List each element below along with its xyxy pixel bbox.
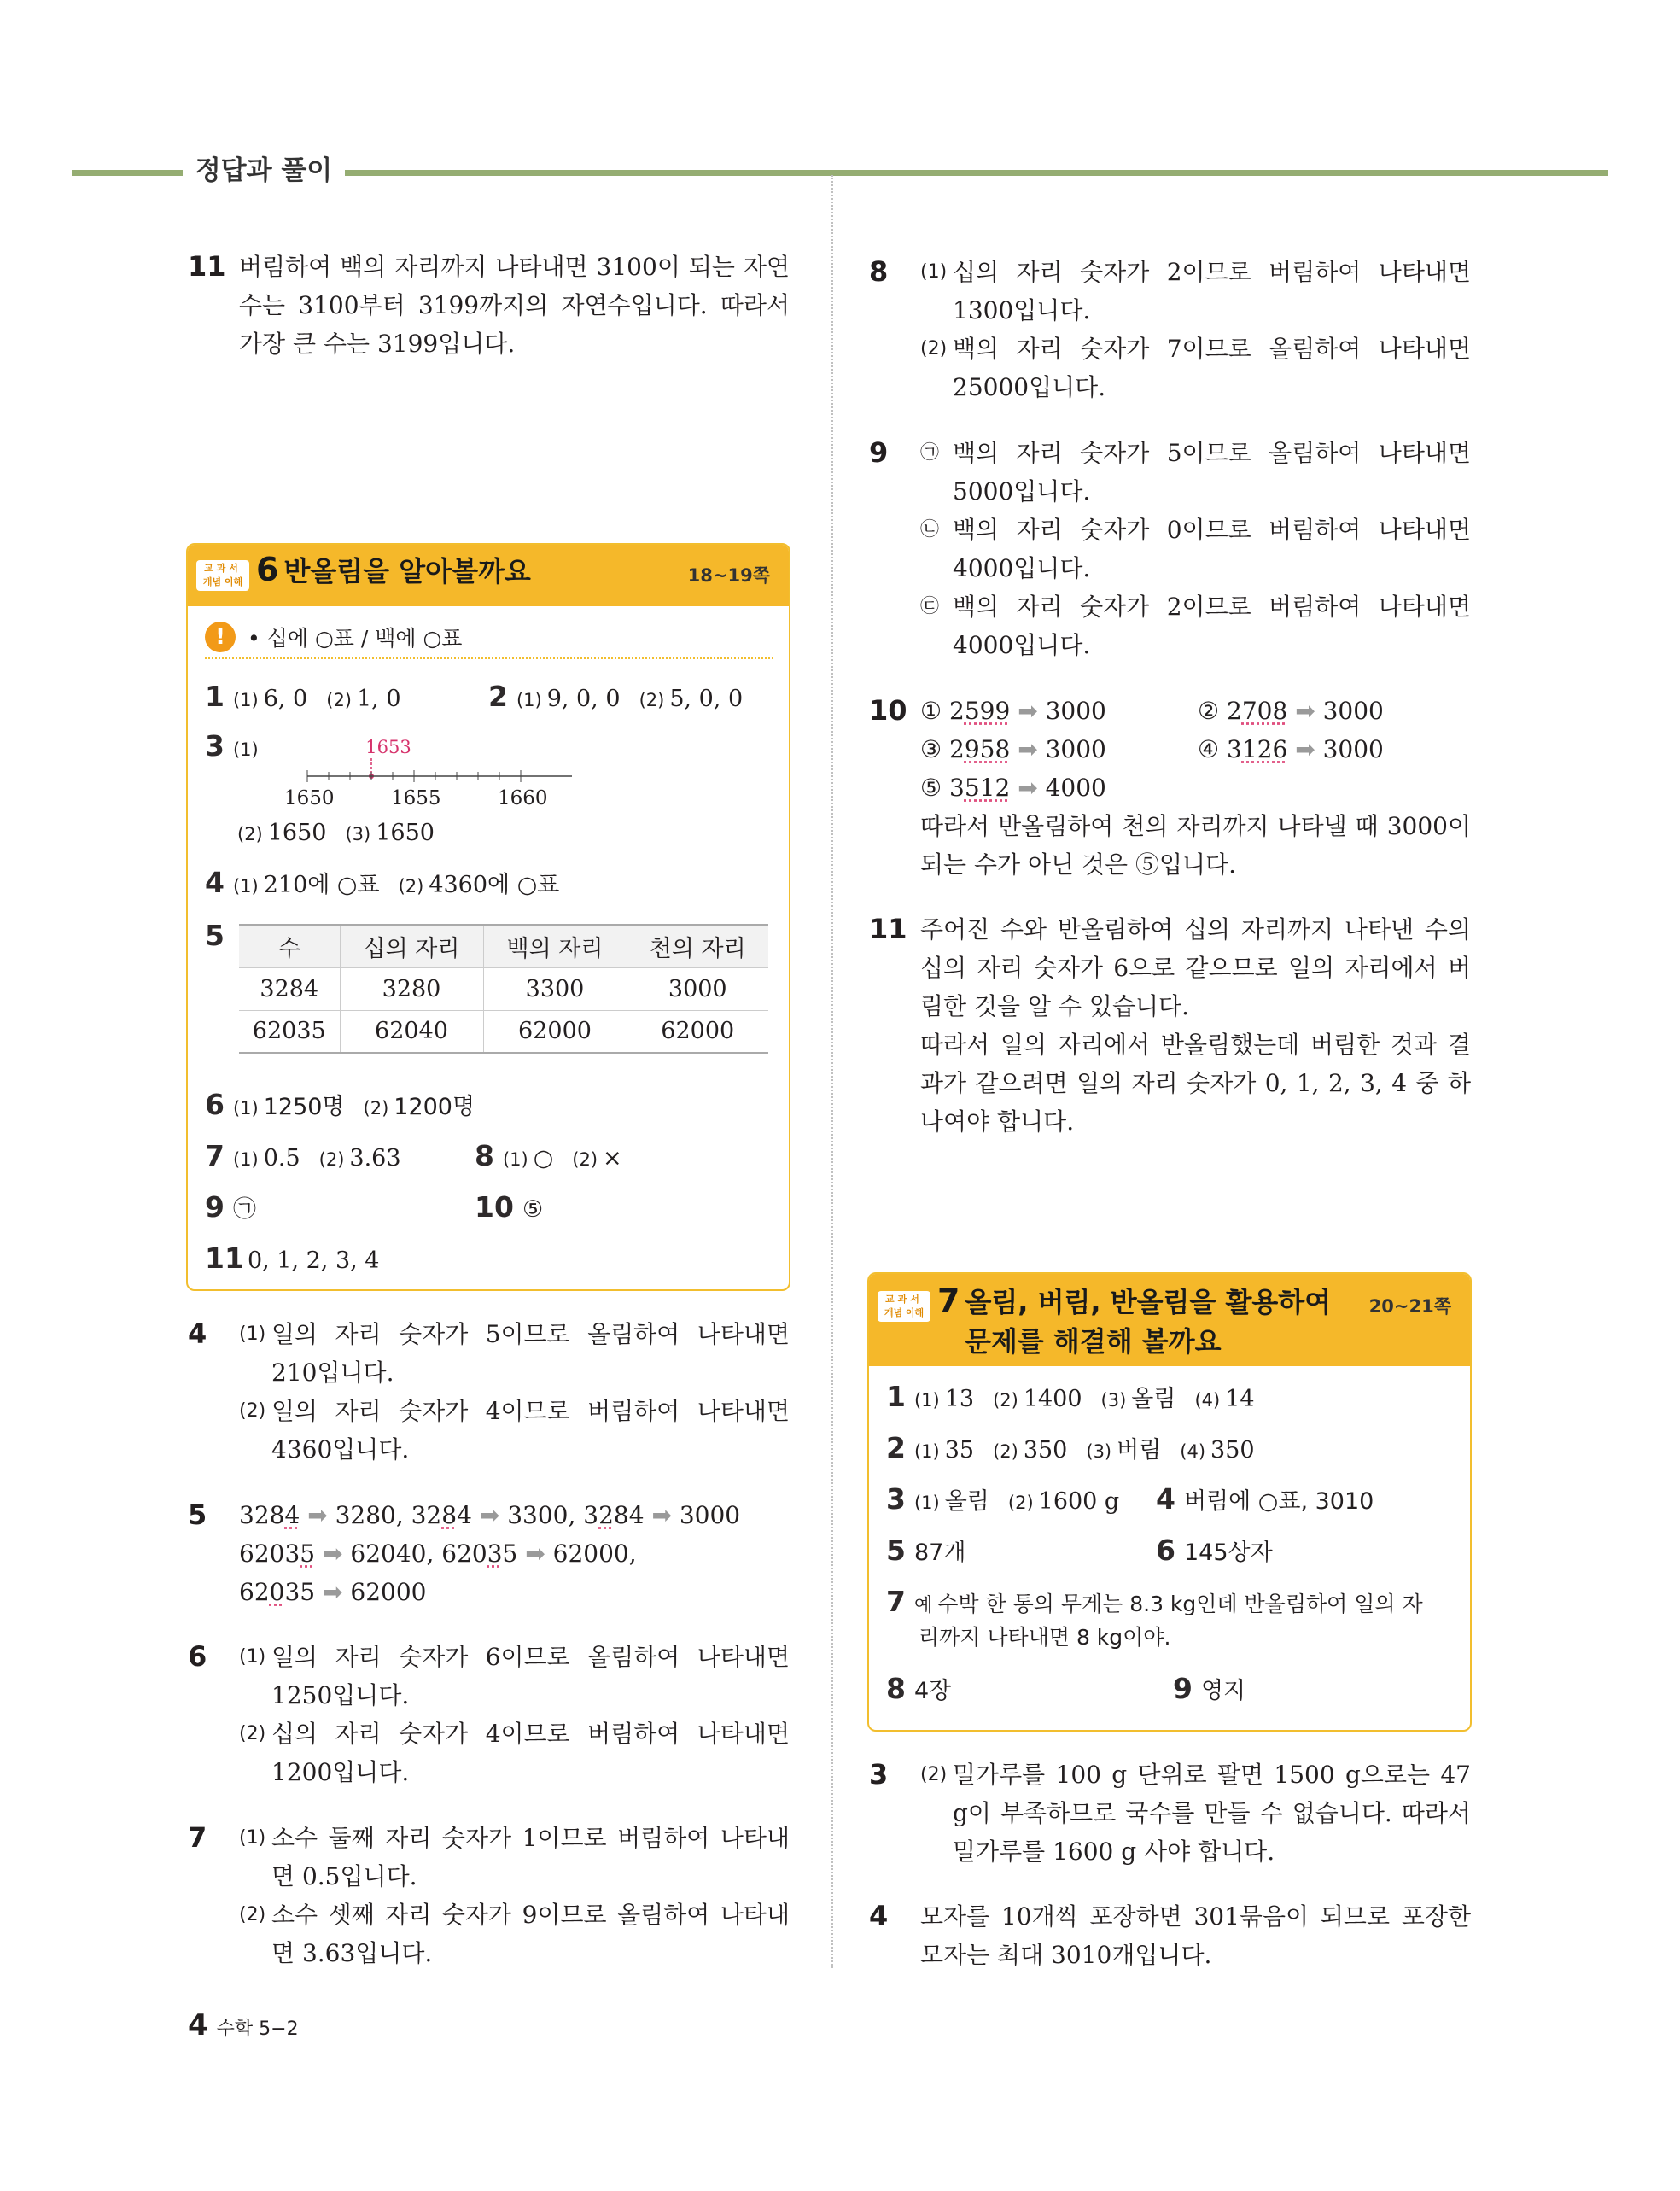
table-row: 62035 62040 62000 62000 bbox=[239, 1010, 768, 1053]
header-rule-right bbox=[345, 170, 1608, 176]
box-pages: 18~19쪽 bbox=[687, 565, 770, 586]
q10-row: ① 2599 ➡ 3000 ② 2708 ➡ 3000 bbox=[920, 697, 1384, 725]
box6-answer-4: 4 (1) 210에 ○표 (2) 4360에 ○표 bbox=[205, 866, 560, 899]
page-footer bbox=[188, 2008, 299, 2042]
alert-icon: ! bbox=[205, 622, 236, 652]
number-line bbox=[239, 733, 598, 809]
page-header bbox=[72, 152, 1608, 193]
box6-answer-5-label: 5 bbox=[205, 919, 225, 952]
box6-answer-3b: (2) 1650 (3) 1650 bbox=[237, 820, 435, 846]
question-number: 10 bbox=[869, 694, 907, 727]
alert-text: • 십에 ○표 / 백에 ○표 bbox=[248, 626, 463, 651]
box6-answer-7: 7 (1) 0.5 (2) 3.63 bbox=[205, 1139, 401, 1172]
alert-row bbox=[205, 620, 773, 659]
question-number: 3 bbox=[869, 1758, 889, 1791]
question-number: 6 bbox=[188, 1640, 207, 1673]
box-header bbox=[188, 545, 789, 606]
box-pages: 20~21쪽 bbox=[1368, 1296, 1451, 1317]
box7-answer-5: 5 87개 bbox=[886, 1534, 966, 1567]
box7-answer-4: 4 버림에 ○표, 3010 bbox=[1156, 1482, 1374, 1516]
concept-box-7 bbox=[867, 1272, 1472, 1732]
right-q4: 4 모자를 10개씩 포장하면 301묶음이 되므로 포장한 모자는 최대 3010개입니다. bbox=[869, 1897, 1471, 1974]
table-header-row bbox=[239, 925, 768, 967]
box6-answer-8: 8 (1) ○ (2) × bbox=[475, 1139, 622, 1172]
question-number: 11 bbox=[869, 913, 907, 945]
box7-answer-7b: 리까지 나타내면 8 kg이야. bbox=[919, 1625, 1171, 1650]
table-row: 3284 3280 3300 3000 bbox=[239, 967, 768, 1010]
table-header: 수 bbox=[239, 925, 340, 967]
table-header: 백의 자리 bbox=[483, 925, 627, 967]
question-number: 4 bbox=[188, 1318, 207, 1350]
box7-answer-6: 6 145상자 bbox=[1156, 1534, 1273, 1567]
subject-label: 수학 5−2 bbox=[216, 2019, 299, 2040]
box-badge: 교과서 개념 이해 bbox=[196, 560, 249, 591]
box7-answer-7: 7 예 수박 한 통의 무게는 8.3 kg인데 반올림하여 일의 자 bbox=[886, 1585, 1423, 1618]
box-header bbox=[869, 1274, 1470, 1366]
left-q4: 4 (1) 일의 자리 숫자가 5이므로 올림하여 나타내면 210입니다. (2) 일의 자리 숫자가 4이므로 버림하여 나타내면 4360입니다. bbox=[188, 1315, 790, 1469]
concept-box-6 bbox=[186, 543, 790, 1291]
q10-row: ③ 2958 ➡ 3000 ④ 3126 ➡ 3000 bbox=[920, 735, 1384, 763]
page-number: 4 bbox=[188, 2008, 208, 2042]
box-badge: 교과서 개념 이해 bbox=[878, 1291, 930, 1322]
header-rule-left bbox=[72, 170, 191, 176]
column-divider bbox=[831, 175, 833, 1968]
q10-row: ⑤ 3512 ➡ 4000 bbox=[920, 774, 1106, 802]
question-number: 7 bbox=[188, 1821, 207, 1854]
box6-answer-10: 10 ⑤ bbox=[475, 1190, 544, 1224]
box-title: 6 반올림을 알아볼까요 bbox=[256, 551, 531, 588]
answer-text: 버림하여 백의 자리까지 나타내면 3100이 되는 자연수는 3100부터 3199까지의 자연수입니다. 따라서 가장 큰 수는 3199입니다. bbox=[239, 253, 790, 358]
box6-answer-3: 3 (1) bbox=[205, 729, 259, 762]
tick-label: 1660 bbox=[498, 787, 548, 809]
right-q3: 3 (2) 밀가루를 100 g 단위로 팔면 1500 g으로는 47 g이 부족하므로 국수를 만들 수 없습니다. 따라서 밀가루를 1600 g 사야 합니다. bbox=[869, 1756, 1471, 1871]
left-q7: 7 (1) 소수 둘째 자리 숫자가 1이므로 버림하여 나타내면 0.5입니다. (2) 소수 셋째 자리 숫자가 9이므로 올림하여 나타내면 3.63입니다. bbox=[188, 1819, 790, 1972]
question-number: 5 bbox=[188, 1499, 207, 1531]
q5-line-3: 62035 ➡ 62000 bbox=[239, 1578, 427, 1606]
left-q11 bbox=[188, 248, 790, 363]
q10-conclusion: 따라서 반올림하여 천의 자리까지 나타낼 때 3000이 되는 수가 아닌 것은 ⑤입니다. bbox=[920, 812, 1471, 879]
right-q11: 11 주어진 수와 반올림하여 십의 자리까지 나타낸 수의 십의 자리 숫자가 6으로 같으므로 일의 자리에서 버림한 것을 알 수 있습니다. 따라서 일의 자리에서 반올림했는데 버림한 것과 결과가 같으려면 일의 자리 숫자가 0, 1, 2, 3, 4 중 하나여야 합니다. bbox=[869, 910, 1471, 1141]
box7-answer-9: 9 영지 bbox=[1173, 1672, 1246, 1705]
q5-line-2: 62035 ➡ 62040, 62035 ➡ 62000, bbox=[239, 1540, 637, 1568]
box7-answer-1: 1 (1) 13 (2) 1400 (3) 올림 (4) 14 bbox=[886, 1380, 1255, 1413]
header-title: 정답과 풀이 bbox=[183, 152, 345, 190]
box6-answer-1: 1 (1) 6, 0 (2) 1, 0 bbox=[205, 680, 401, 713]
question-number: 4 bbox=[869, 1900, 889, 1932]
table-header: 천의 자리 bbox=[627, 925, 768, 967]
box-title: 7 올림, 버림, 반올림을 활용하여 문제를 해결해 볼까요 bbox=[937, 1282, 1332, 1358]
box6-answer-9: 9 ㉠ bbox=[205, 1190, 256, 1224]
question-number: 9 bbox=[869, 436, 889, 469]
rounding-table bbox=[239, 924, 768, 1054]
box6-answer-11: 11 0, 1, 2, 3, 4 bbox=[205, 1242, 380, 1275]
marker-label: 1653 bbox=[365, 737, 411, 757]
right-q9: 9 ㉠ 백의 자리 숫자가 5이므로 올림하여 나타내면 5000입니다. ㉡ 백의 자리 숫자가 0이므로 버림하여 나타내면 4000입니다. ㉢ 백의 자리 숫자가 2이므로 버림하여 나타내면 4000입니다. bbox=[869, 434, 1471, 664]
box7-answer-8: 8 4장 bbox=[886, 1672, 952, 1705]
right-q10 bbox=[869, 692, 1471, 884]
box7-answer-2: 2 (1) 35 (2) 350 (3) 버림 (4) 350 bbox=[886, 1431, 1255, 1464]
question-number: 8 bbox=[869, 255, 889, 288]
right-q8: 8 (1) 십의 자리 숫자가 2이므로 버림하여 나타내면 1300입니다. (2) 백의 자리 숫자가 7이므로 올림하여 나타내면 25000입니다. bbox=[869, 253, 1471, 406]
box6-answer-6: 6 (1) 1250명 (2) 1200명 bbox=[205, 1088, 475, 1121]
box6-answer-2: 2 (1) 9, 0, 0 (2) 5, 0, 0 bbox=[488, 680, 744, 713]
table-header: 십의 자리 bbox=[340, 925, 483, 967]
left-q5 bbox=[188, 1496, 790, 1611]
q5-line-1: 3284 ➡ 3280, 3284 ➡ 3300, 3284 ➡ 3000 bbox=[239, 1501, 741, 1529]
box7-answer-3: 3 (1) 올림 (2) 1600 g bbox=[886, 1482, 1120, 1516]
tick-label: 1650 bbox=[284, 787, 335, 809]
question-number: 11 bbox=[188, 250, 226, 283]
left-q6: 6 (1) 일의 자리 숫자가 6이므로 올림하여 나타내면 1250입니다. (2) 십의 자리 숫자가 4이므로 버림하여 나타내면 1200입니다. bbox=[188, 1638, 790, 1791]
tick-label: 1655 bbox=[391, 787, 441, 809]
